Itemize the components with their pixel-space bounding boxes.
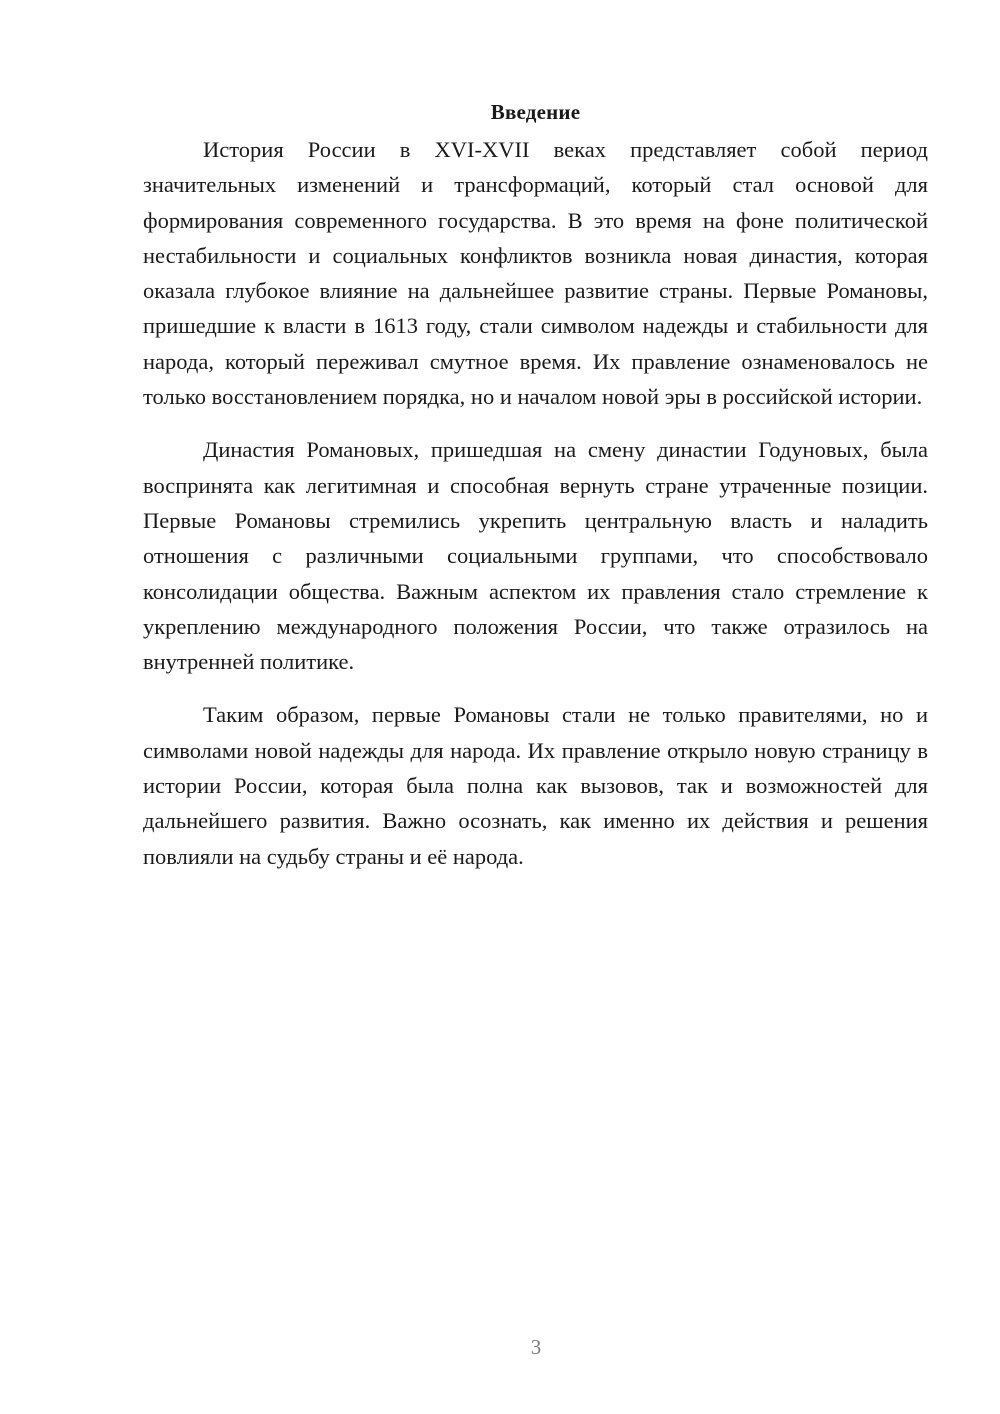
paragraph-3: Таким образом, первые Романовы стали не только правителями, но и символами новой надежды для народа. Их правление открыло новую страницу в истории России, которая была полна как вызовов, так и возможностей для дальнейшего развития. Важно осознать, как именно их действия и решения повлияли на судьбу страны и её народа. [143, 702, 928, 869]
page-content [143, 98, 928, 874]
section-title: Введение [490, 100, 581, 124]
paragraph-1: История России в XVI-XVII веках представляет собой период значительных изменений и трансформаций, который стал основой для формирования современного государства. В это время на фоне политической нестабильности и социальных конфликтов возникла новая династия, которая оказала глубокое влияние на дальнейшее развитие страны. Первые Романовы, пришедшие к власти в 1613 году, стали символом надежды и стабильности для народа, который переживал смутное время. Их правление ознаменовалось не только восстановлением порядка, но и началом новой эры в российской истории. [143, 137, 928, 410]
page-number: 3 [530, 1335, 542, 1359]
paragraph-2: Династия Романовых, пришедшая на смену династии Годуновых, была воспринята как легитимная и способная вернуть стране утраченные позиции. Первые Романовы стремились укрепить центральную власть и наладить отношения с различными социальными группами, что способствовало консолидации общества. Важным аспектом их правления стало стремление к укреплению международного положения России, что также отразилось на внутренней политике. [143, 437, 928, 675]
